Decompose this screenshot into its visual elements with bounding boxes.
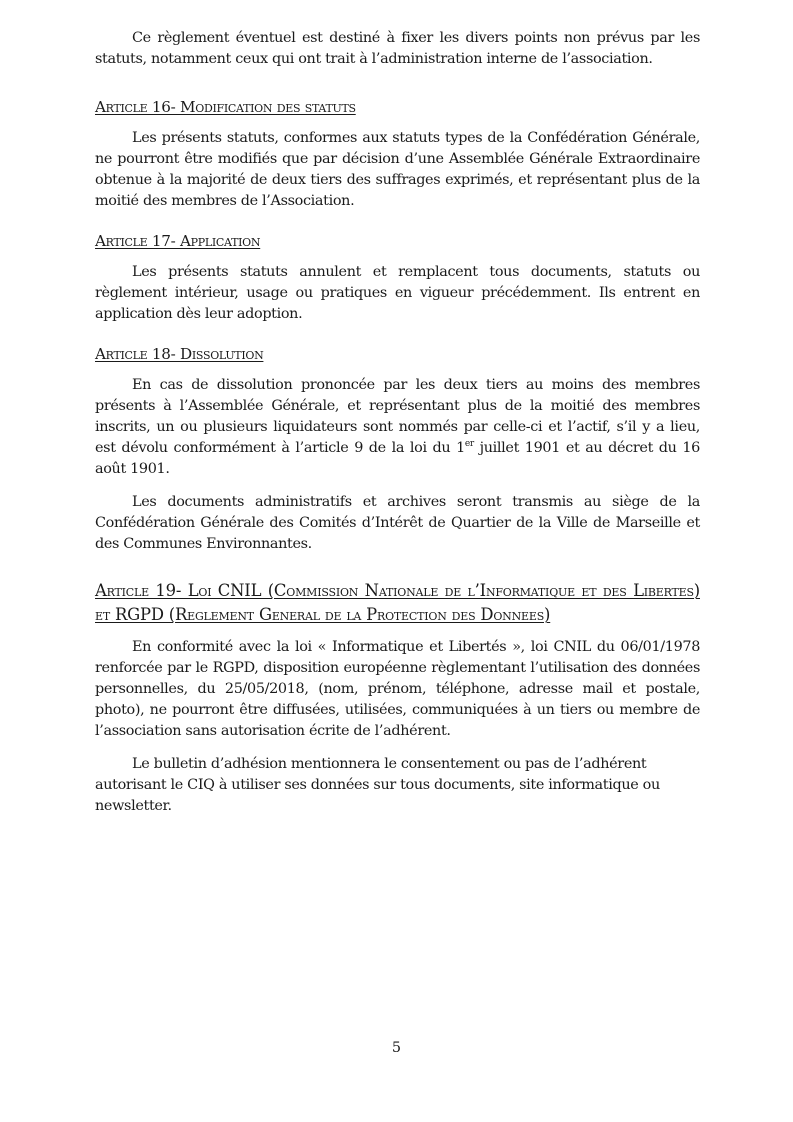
page-number: 5 xyxy=(391,1040,402,1056)
article-18-paragraph-1 xyxy=(95,375,700,480)
article-18-text-before: En cas de dissolution prononcée par les deux tiers au moins des membres présents à l’Assemblée Générale, et représentant plus de la moitié des membres inscrits, un ou plusieurs liquidateurs sont nommés par celle-ci et l’actif, s’il y a lieu, est dévolu conformément à l’article 9 de la loi du 1 xyxy=(95,377,700,456)
article-18-text-after: juillet 1901 et au décret du 16 août 1901. xyxy=(95,440,700,477)
article-19-section xyxy=(95,579,700,817)
article-18-superscript: er xyxy=(464,439,474,450)
article-19-paragraph-2: Le bulletin d’adhésion mentionnera le consentement ou pas de l’adhérent autorisant le CIQ à utiliser ses données sur tous documents, site informatique ou newsletter. xyxy=(95,756,660,814)
article-18-section xyxy=(95,343,700,555)
article-17-paragraph: Les présents statuts annulent et remplacent tous documents, statuts ou règlement intérieur, usage ou pratiques en vigueur précédemment. Ils entrent en application dès leur adoption. xyxy=(95,264,700,322)
article-17-section xyxy=(95,230,700,325)
article-16-paragraph: Les présents statuts, conformes aux statuts types de la Confédération Générale, ne pourront être modifiés que par décision d’une Assemblée Générale Extraordinaire obtenue à la majorité de deux tiers des suffrages exprimés, et représentant plus de la moitié des membres de l’Association. xyxy=(95,130,700,209)
article-19-paragraph-1: En conformité avec la loi « Informatique et Libertés », loi CNIL du 06/01/1978 renforcée par le RGPD, disposition européenne règlementant l’utilisation des données personnelles, du 25/05/2018, (nom, prénom, téléphone, adresse mail et postale, photo), ne pourront être diffusées, utilisées, communiquées à un tiers ou membre de l’association sans autorisation écrite de l’adhérent. xyxy=(95,639,700,739)
article-18-paragraph-2: Les documents administratifs et archives seront transmis au siège de la Confédération Générale des Comités d’Intérêt de Quartier de la Ville de Marseille et des Communes Environnantes. xyxy=(95,494,700,552)
document-page xyxy=(95,28,700,817)
article-18-heading: Article 18- Dissolution xyxy=(95,345,264,363)
article-17-heading: Article 17- Application xyxy=(95,232,261,250)
intro-paragraph: Ce règlement éventuel est destiné à fixer les divers points non prévus par les statuts, notamment ceux qui ont trait à l’administration interne de l’association. xyxy=(95,30,700,67)
article-16-heading: Article 16- Modification des statuts xyxy=(95,98,356,116)
article-19-heading: Article 19- Loi CNIL (Commission Nationale de l’Informatique et des Libertes) et RGPD (Reglement General de la Protection des Donnees) xyxy=(95,581,700,624)
article-16-section xyxy=(95,96,700,212)
